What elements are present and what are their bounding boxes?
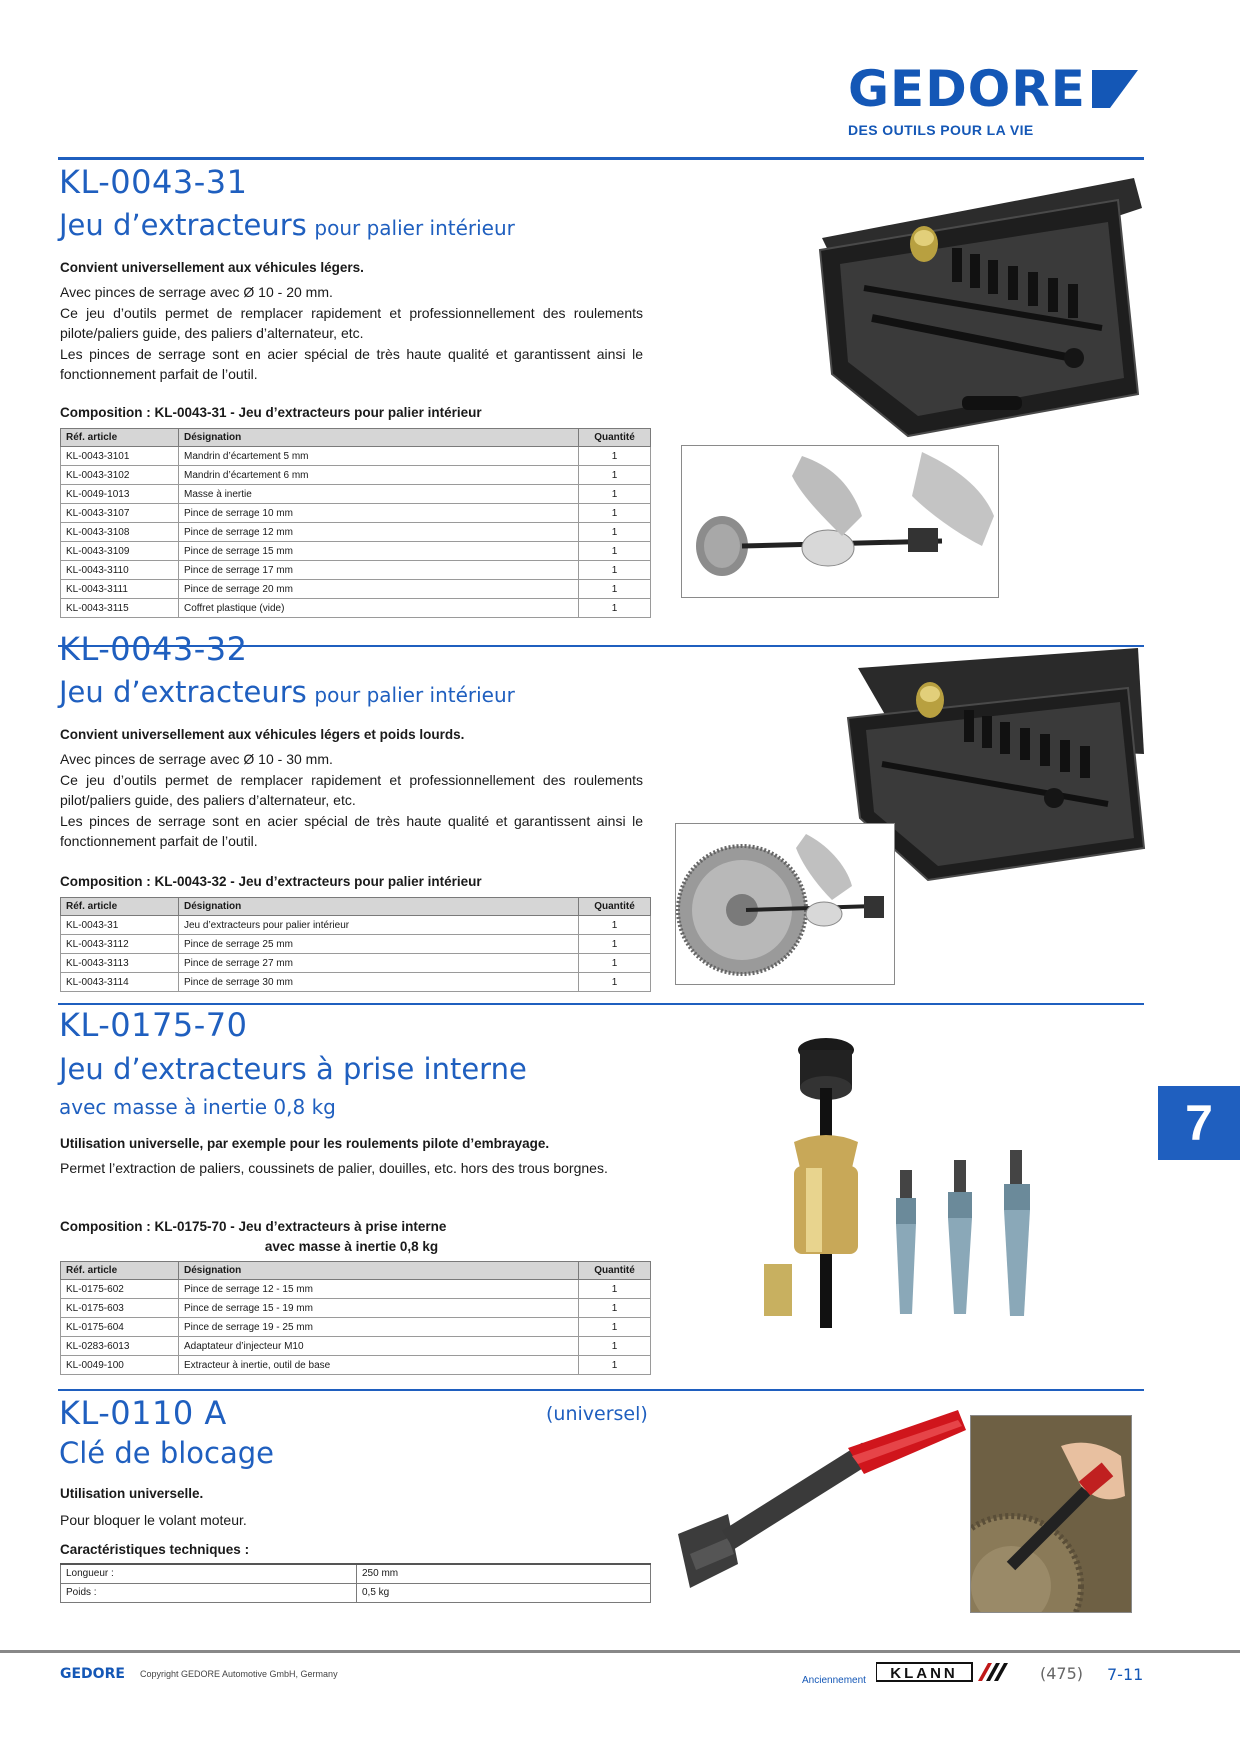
table-row <box>61 542 651 561</box>
designation-cell: Pince de serrage 27 mm <box>179 954 579 973</box>
section-divider <box>58 1389 1144 1391</box>
tech-heading: Caractéristiques techniques : <box>60 1542 250 1557</box>
column-header: Désignation <box>179 1262 579 1280</box>
table-row <box>61 447 651 466</box>
ref-cell: KL-0283-6013 <box>61 1337 179 1356</box>
ref-cell: KL-0043-3114 <box>61 973 179 992</box>
designation-cell: Mandrin d’écartement 6 mm <box>179 466 579 485</box>
table-row <box>61 954 651 973</box>
table-row <box>61 973 651 992</box>
table-row <box>61 523 651 542</box>
quantity-cell: 1 <box>579 485 651 504</box>
ref-cell: KL-0175-602 <box>61 1280 179 1299</box>
tech-value: 250 mm <box>357 1564 651 1583</box>
column-header: Réf. article <box>61 1262 179 1280</box>
ref-cell: KL-0175-604 <box>61 1318 179 1337</box>
description-line: Pour bloquer le volant moteur. <box>60 1512 247 1528</box>
flywheel-usage-photo <box>675 823 895 985</box>
tech-label: Poids : <box>61 1583 357 1602</box>
table-header-row <box>61 429 651 447</box>
tech-value: 0,5 kg <box>357 1583 651 1602</box>
klann-logo <box>876 1660 1008 1684</box>
product-code: KL-0043-31 <box>59 163 248 201</box>
quantity-cell: 1 <box>579 1299 651 1318</box>
composition-table <box>60 897 651 992</box>
description-line: Ce jeu d’outils permet de remplacer rapidement et professionnellement des roulements pilote/paliers guide, des paliers d’alternateur, etc. <box>60 304 643 341</box>
column-header: Quantité <box>579 898 651 916</box>
product-title-main: Jeu d’extracteurs <box>59 208 307 242</box>
chapter-tab: 7 <box>1158 1086 1240 1160</box>
quantity-cell: 1 <box>579 504 651 523</box>
designation-cell: Pince de serrage 17 mm <box>179 561 579 580</box>
designation-cell: Pince de serrage 25 mm <box>179 935 579 954</box>
table-row <box>61 1583 651 1602</box>
tech-table <box>60 1563 651 1603</box>
footer-gedore-logo: GEDORE <box>60 1666 125 1682</box>
designation-cell: Coffret plastique (vide) <box>179 599 579 618</box>
legacy-page-number: (475) <box>1040 1664 1084 1683</box>
table-row <box>61 466 651 485</box>
table-header-row <box>61 1262 651 1280</box>
description-line: Avec pinces de serrage avec Ø 10 - 30 mm. <box>60 751 333 767</box>
product-title-main: Clé de blocage <box>59 1436 275 1470</box>
product-subtitle: avec masse à inertie 0,8 kg <box>59 1095 336 1119</box>
ref-cell: KL-0043-3111 <box>61 580 179 599</box>
product-title-sub: pour palier intérieur <box>314 683 515 707</box>
quantity-cell: 1 <box>579 447 651 466</box>
table-row <box>61 485 651 504</box>
ref-cell: KL-0043-3108 <box>61 523 179 542</box>
page-number: 7-11 <box>1107 1665 1144 1684</box>
table-row <box>61 916 651 935</box>
product-description <box>60 1510 643 1531</box>
product-title-sub: pour palier intérieur <box>314 216 515 240</box>
composition-heading: Composition : KL-0043-31 - Jeu d’extracteurs pour palier intérieur <box>60 405 482 420</box>
designation-cell: Mandrin d’écartement 5 mm <box>179 447 579 466</box>
quantity-cell: 1 <box>579 561 651 580</box>
ref-cell: KL-0043-3112 <box>61 935 179 954</box>
composition-table <box>60 428 651 618</box>
quantity-cell: 1 <box>579 599 651 618</box>
brand-header <box>848 60 1143 138</box>
description-line: Les pinces de serrage sont en acier spécial de très haute qualité et garantissent ainsi le fonctionnement parfait de l’outil. <box>60 812 643 849</box>
section-divider <box>58 157 1144 160</box>
wrench-on-flywheel-illustration <box>971 1416 1132 1613</box>
product-lead: Convient universellement aux véhicules légers et poids lourds. <box>60 727 465 742</box>
table-row <box>61 1280 651 1299</box>
description-line: Ce jeu d’outils permet de remplacer rapidement et professionnellement des roulements pilot/paliers guide, des paliers d’alternateur, etc. <box>60 771 643 808</box>
column-header: Quantité <box>579 429 651 447</box>
ref-cell: KL-0043-3107 <box>61 504 179 523</box>
hands-using-extractor-illustration <box>682 446 999 598</box>
klann-text: KLANN <box>890 1665 958 1682</box>
designation-cell: Adaptateur d’injecteur M10 <box>179 1337 579 1356</box>
tech-label: Longueur : <box>61 1564 357 1583</box>
ref-cell: KL-0043-3115 <box>61 599 179 618</box>
internal-extractor-set-image <box>758 1032 1068 1338</box>
table-row <box>61 935 651 954</box>
ref-cell: KL-0043-3110 <box>61 561 179 580</box>
designation-cell: Pince de serrage 10 mm <box>179 504 579 523</box>
quantity-cell: 1 <box>579 1280 651 1299</box>
quantity-cell: 1 <box>579 916 651 935</box>
quantity-cell: 1 <box>579 523 651 542</box>
quantity-cell: 1 <box>579 973 651 992</box>
ref-cell: KL-0043-3102 <box>61 466 179 485</box>
quantity-cell: 1 <box>579 1356 651 1375</box>
quantity-cell: 1 <box>579 954 651 973</box>
wrench-usage-photo <box>970 1415 1132 1613</box>
product-description <box>60 1158 643 1179</box>
ref-cell: KL-0175-603 <box>61 1299 179 1318</box>
designation-cell: Pince de serrage 30 mm <box>179 973 579 992</box>
table-row <box>61 1318 651 1337</box>
description-line: Les pinces de serrage sont en acier spécial de très haute qualité et garantissent ainsi le fonctionnement parfait de l’outil. <box>60 345 643 382</box>
quantity-cell: 1 <box>579 466 651 485</box>
ref-cell: KL-0043-3113 <box>61 954 179 973</box>
product-lead: Utilisation universelle. <box>60 1486 204 1501</box>
quantity-cell: 1 <box>579 1318 651 1337</box>
table-header-row <box>61 898 651 916</box>
product-title <box>59 1436 274 1470</box>
designation-cell: Masse à inertie <box>179 485 579 504</box>
extractor-case-image <box>812 178 1148 440</box>
quantity-cell: 1 <box>579 580 651 599</box>
table-row <box>61 1356 651 1375</box>
product-code: KL-0110 A <box>59 1394 227 1432</box>
composition-line: avec masse à inertie 0,8 kg <box>264 1239 439 1254</box>
gedore-wedge-icon <box>1090 66 1140 112</box>
product-description <box>60 282 643 385</box>
gedore-logo <box>848 60 1143 118</box>
description-line: Permet l’extraction de paliers, coussinets de palier, douilles, etc. hors des trous borgnes. <box>60 1160 608 1176</box>
designation-cell: Jeu d’extracteurs pour palier intérieur <box>179 916 579 935</box>
flywheel-extractor-illustration <box>676 824 895 985</box>
composition-line: Composition : KL-0175-70 - Jeu d’extracteurs à prise interne <box>60 1219 447 1234</box>
extractor-usage-photo <box>681 445 999 598</box>
product-title <box>59 1052 527 1086</box>
composition-heading: Composition : KL-0043-32 - Jeu d’extracteurs pour palier intérieur <box>60 874 482 889</box>
quantity-cell: 1 <box>579 542 651 561</box>
table-row <box>61 561 651 580</box>
product-title-main: Jeu d’extracteurs à prise interne <box>59 1052 527 1086</box>
table-row <box>61 599 651 618</box>
table-row <box>61 580 651 599</box>
footer-divider <box>0 1650 1240 1653</box>
designation-cell: Pince de serrage 19 - 25 mm <box>179 1318 579 1337</box>
product-title <box>59 675 515 709</box>
column-header: Désignation <box>179 429 579 447</box>
column-header: Quantité <box>579 1262 651 1280</box>
column-header: Réf. article <box>61 898 179 916</box>
brand-tagline: DES OUTILS POUR LA VIE <box>848 122 1034 138</box>
formerly-label: Anciennement <box>802 1675 866 1686</box>
designation-cell: Pince de serrage 15 - 19 mm <box>179 1299 579 1318</box>
designation-cell: Pince de serrage 12 mm <box>179 523 579 542</box>
ref-cell: KL-0049-1013 <box>61 485 179 504</box>
table-row <box>61 504 651 523</box>
column-header: Réf. article <box>61 429 179 447</box>
copyright-text: Copyright GEDORE Automotive GmbH, Germany <box>140 1669 338 1679</box>
designation-cell: Extracteur à inertie, outil de base <box>179 1356 579 1375</box>
table-row <box>61 1337 651 1356</box>
column-header: Désignation <box>179 898 579 916</box>
table-row <box>61 1564 651 1583</box>
section-divider <box>58 1003 1144 1005</box>
product-description <box>60 749 643 852</box>
ref-cell: KL-0043-31 <box>61 916 179 935</box>
quantity-cell: 1 <box>579 1337 651 1356</box>
ref-cell: KL-0043-3101 <box>61 447 179 466</box>
product-title-main: Jeu d’extracteurs <box>59 675 307 709</box>
composition-table <box>60 1261 651 1375</box>
brand-name: GEDORE <box>848 60 1086 118</box>
designation-cell: Pince de serrage 12 - 15 mm <box>179 1280 579 1299</box>
locking-wrench-image <box>668 1404 968 1604</box>
quantity-cell: 1 <box>579 935 651 954</box>
ref-cell: KL-0043-3109 <box>61 542 179 561</box>
product-code: KL-0175-70 <box>59 1006 248 1044</box>
product-code: KL-0043-32 <box>59 630 248 668</box>
product-lead: Convient universellement aux véhicules légers. <box>60 260 364 275</box>
description-line: Avec pinces de serrage avec Ø 10 - 20 mm. <box>60 284 333 300</box>
ref-cell: KL-0049-100 <box>61 1356 179 1375</box>
designation-cell: Pince de serrage 15 mm <box>179 542 579 561</box>
product-lead: Utilisation universelle, par exemple pour les roulements pilote d’embrayage. <box>60 1136 550 1151</box>
product-title <box>59 208 515 242</box>
product-tag: (universel) <box>546 1403 648 1425</box>
designation-cell: Pince de serrage 20 mm <box>179 580 579 599</box>
composition-heading <box>60 1217 643 1257</box>
table-row <box>61 1299 651 1318</box>
